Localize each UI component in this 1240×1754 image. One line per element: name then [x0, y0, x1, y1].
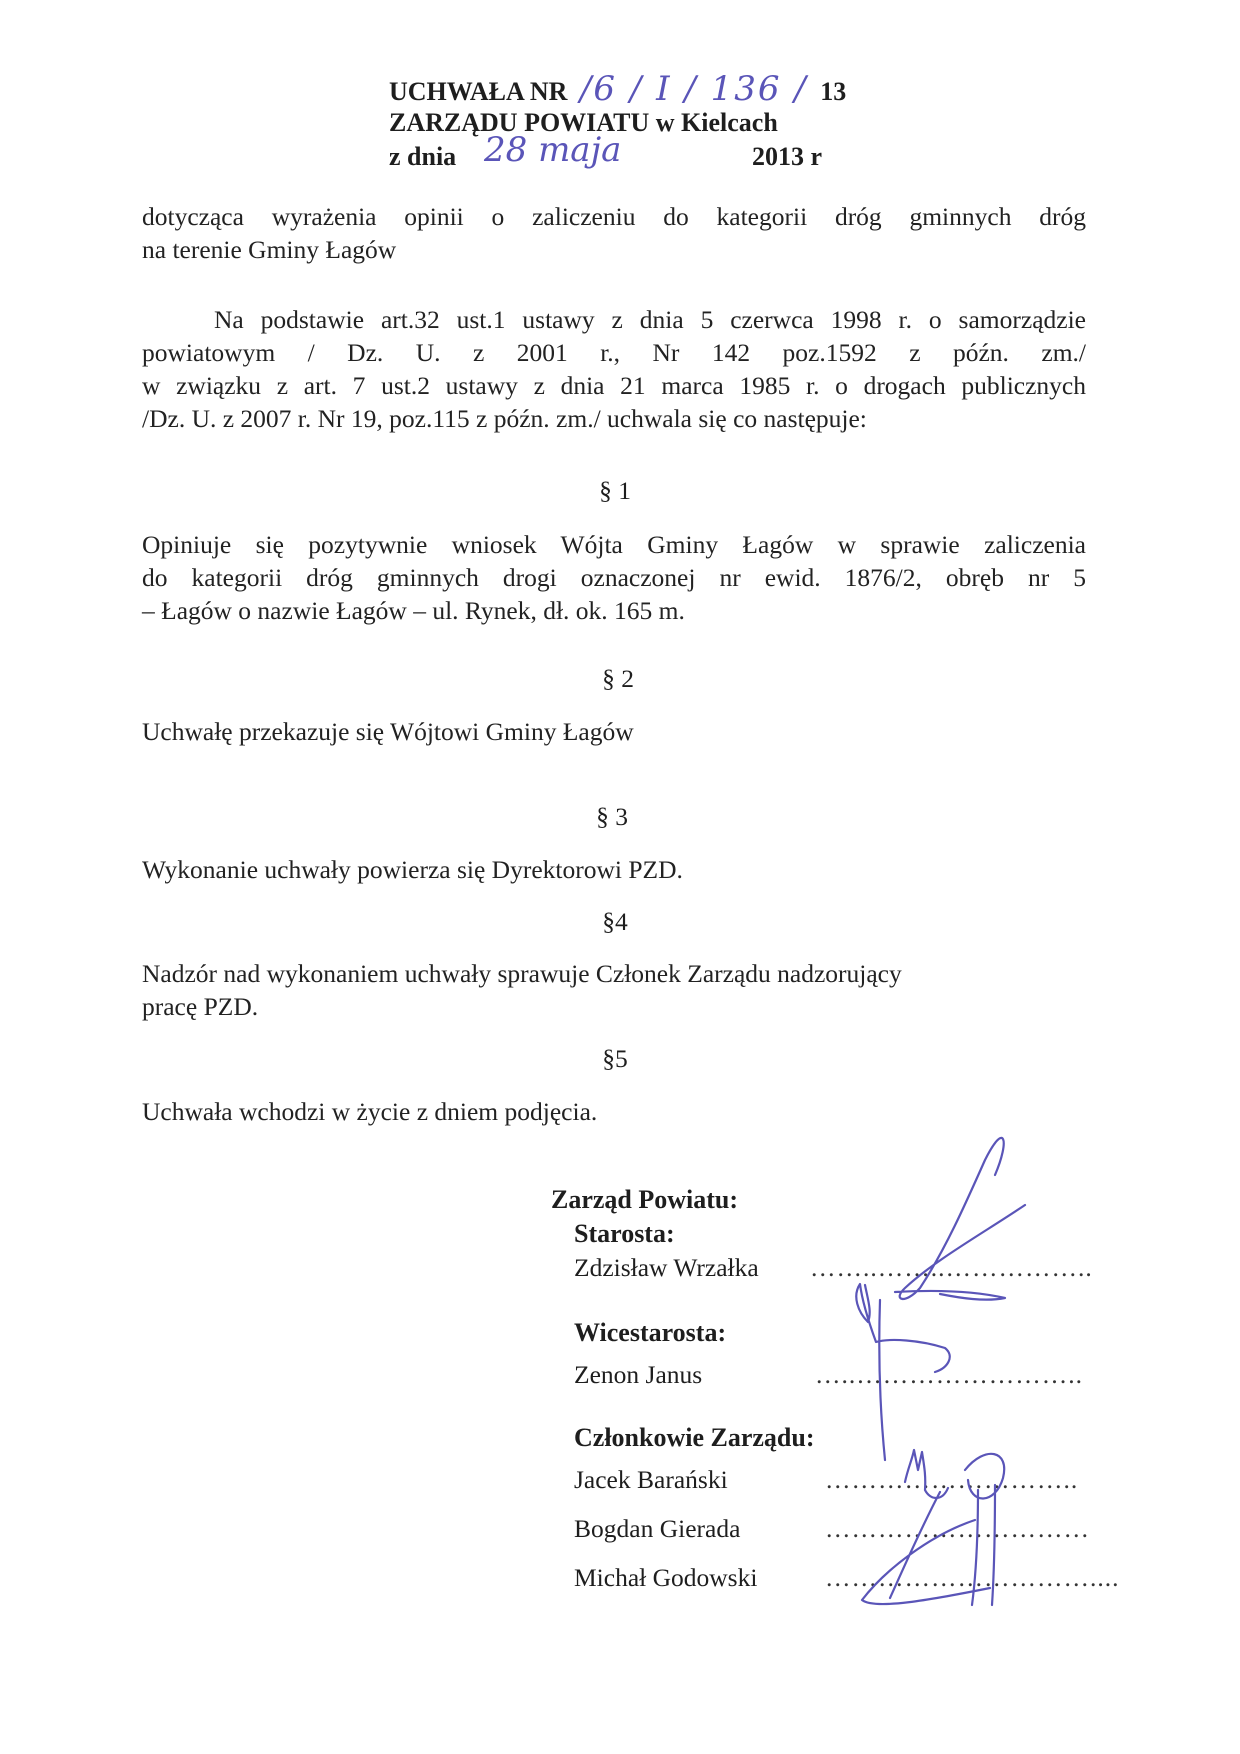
section-1-line-3: – Łagów o nazwie Łagów – ul. Rynek, dł. ok. 165 m.	[142, 596, 685, 625]
section-4-text	[142, 957, 902, 1023]
title-line-2: ZARZĄDU POWIATU w Kielcach	[389, 108, 778, 137]
subject-line-1: dotycząca wyrażenia opinii o zaliczeniu do kategorii dróg gminnych dróg	[142, 202, 1086, 231]
member-2-name: Bogdan Gierada	[574, 1514, 741, 1543]
handwritten-date: 28 maja	[484, 130, 622, 170]
wicestarosta-name: Zenon Janus	[574, 1360, 703, 1389]
preamble-line-4: /Dz. U. z 2007 r. Nr 19, poz.115 z późn. zm./ uchwala się co następuje:	[142, 404, 867, 433]
title-line-3	[389, 140, 456, 174]
subject-line-2: na terenie Gminy Łagów	[142, 235, 397, 264]
handwritten-resolution-number: /6 / I / 136 /	[579, 69, 808, 109]
section-1-mark: § 1	[599, 476, 631, 505]
section-3-line-1: Wykonanie uchwały powierza się Dyrektorowi PZD.	[142, 855, 683, 884]
title-prefix: UCHWAŁA NR	[389, 77, 568, 106]
section-5-line-1: Uchwała wchodzi w życie z dniem podjęcia.	[142, 1097, 598, 1126]
member-1-signature-line: ………………………..	[825, 1465, 1079, 1494]
section-4-line-2: pracę PZD.	[142, 992, 259, 1021]
member-3-signature-line: …………………………....	[825, 1563, 1120, 1592]
preamble-line-1: Na podstawie art.32 ust.1 ustawy z dnia 5 czerwca 1998 r. o samorządzie	[214, 305, 1086, 334]
starosta-heading: Starosta:	[574, 1219, 675, 1248]
section-4-mark: §4	[602, 907, 628, 936]
section-3-mark: § 3	[596, 802, 628, 831]
preamble-line-3: w związku z art. 7 ust.2 ustawy z dnia 21 marca 1985 r. o drogach publicznych	[142, 371, 1086, 400]
section-5-mark: §5	[602, 1044, 628, 1073]
section-2-mark: § 2	[602, 664, 634, 693]
title-line-1	[389, 69, 847, 109]
section-4-line-1: Nadzór nad wykonaniem uchwały sprawuje Członek Zarządu nadzorujący	[142, 959, 902, 988]
preamble-line-2: powiatowym / Dz. U. z 2001 r., Nr 142 poz.1592 z późn. zm./	[142, 338, 1086, 367]
wicestarosta-heading: Wicestarosta:	[574, 1318, 727, 1347]
member-2-signature-line: …………………………	[825, 1514, 1090, 1543]
section-1-line-2: do kategorii dróg gminnych drogi oznaczonej nr ewid. 1876/2, obręb nr 5	[142, 563, 1086, 592]
section-1-text	[142, 528, 1086, 627]
subject	[142, 200, 1086, 266]
section-1-line-1: Opiniuje się pozytywnie wniosek Wójta Gminy Łagów w sprawie zaliczenia	[142, 530, 1086, 559]
date-year: 2013 r	[752, 142, 823, 171]
member-1-name: Jacek Barański	[574, 1465, 728, 1494]
members-heading: Członkowie Zarządu:	[574, 1423, 815, 1452]
wicestarosta-signature-line: …..……………………..	[815, 1360, 1083, 1389]
starosta-signature-line: ……..……..……………..	[810, 1253, 1093, 1282]
section-2-line-1: Uchwałę przekazuje się Wójtowi Gminy Łagów	[142, 717, 634, 746]
date-prefix: z dnia	[389, 142, 457, 171]
member-3-name: Michał Godowski	[574, 1563, 758, 1592]
starosta-name: Zdzisław Wrzałka	[574, 1253, 759, 1282]
preamble	[142, 303, 1086, 435]
board-heading: Zarząd Powiatu:	[551, 1185, 739, 1214]
title-year-suffix: 13	[820, 77, 847, 106]
